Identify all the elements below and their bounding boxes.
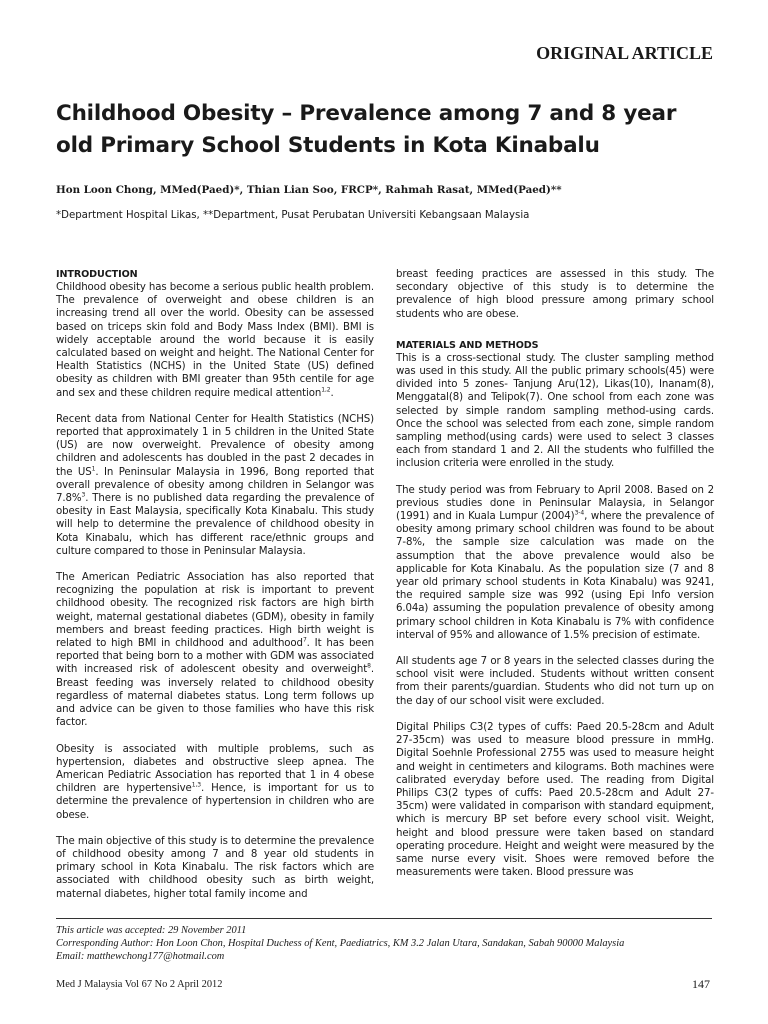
- journal-citation: Med J Malaysia Vol 67 No 2 April 2012: [56, 979, 223, 990]
- affiliations: *Department Hospital Likas, **Department, Pusat Perubatan Universiti Kebangsaan Malaysia: [56, 210, 530, 221]
- intro-paragraph-1: Childhood obesity has become a serious public health problem. The prevalence of overweight and obese children is an increasing trend all over the world. Obesity can be assessed based on triceps skin fold and Body Mass Index (BMI). BMI is widely acceptable around the world because it is easily calculated based on weight and height. The National Center for Health Statistics (NCHS) in the United State (US) defined obesity as children with BMI greater than 95th centile for age and sex and these children require medical attention$^{1,2}$.: [56, 282, 374, 399]
- page-number: 147: [692, 977, 710, 991]
- intro-continuation: breast feeding practices are assessed in this study. The secondary objective of this study is to determine the prevalence of high blood pressure among primary school students who are obese.: [396, 269, 714, 320]
- intro-paragraph-3: The American Pediatric Association has also reported that recognizing the population at risk is important to prevent childhood obesity. The recognized risk factors are high birth weight, maternal gestational diabetes (GDM), obesity in family members and breast feeding practices. High birth weight is related to high BMI in childhood and adulthood$^7$. It has been reported that being born to a mother with GDM was associated with increased risk of adolescent obesity and overweight$^8$. Breast feeding was inversely related to childhood obesity regardless of maternal diabetes status. Long term follows up and advice can be given to those families who have this risk factor.: [56, 572, 375, 729]
- author-list: Hon Loon Chong, MMed(Paed)*, Thian Lian Soo, FRCP*, Rahmah Rasat, MMed(Paed)**: [56, 184, 562, 196]
- intro-paragraph-4: Obesity is associated with multiple problems, such as hypertension, diabetes and obstructive sleep apnea. The American Pediatric Association has reported that 1 in 4 obese children are hypertensive$^{1,3}$. Hence, is important for us to determine the prevalence of hypertension in children who are obese.: [56, 743, 375, 821]
- footnotes: [56, 924, 716, 963]
- article-type-label: ORIGINAL ARTICLE: [536, 43, 713, 63]
- citation: 1,3: [191, 781, 201, 789]
- right-column: [396, 268, 714, 892]
- author-email: Email: matthewchong177@hotmail.com: [56, 951, 225, 962]
- methods-paragraph-3: All students age 7 or 8 years in the selected classes during the school visit were included. Students without written consent from their parents/guardian. Students who did not turn up on the day of our school visit were excluded.: [396, 656, 714, 707]
- intro-paragraph-2: Recent data from National Center for Health Statistics (NCHS) reported that approximately 1 in 5 children in the United State (US) are now overweight. Prevalence of obesity among children and adolescents has doubled in the past 2 decades in the $US^1$. In Peninsular Malaysia in 1996, Bong reported that overall prevalence of obesity among children in Selangor was 7.8%$^3$. There is no published data regarding the prevalence of obesity in East Malaysia, specifically Kota Kinabalu. This study will help to determine the prevalence of childhood obesity in Kota Kinabalu, which has different race/ethnic groups and culture compared to those in Peninsular Malaysia.: [56, 413, 375, 557]
- citation: 7: [302, 636, 307, 644]
- intro-paragraph-5: The main objective of this study is to determine the prevalence of childhood obesity among 7 and 8 year old students in primary school in Kota Kinabalu. The risk factors which are associated with childhood obesity such as birth weight, maternal diabetes, higher total family income and: [56, 835, 374, 900]
- footnote-divider: [56, 918, 712, 919]
- introduction-heading: INTRODUCTION: [56, 269, 138, 280]
- citation: 3: [81, 491, 86, 499]
- accepted-date: This article was accepted: 29 November 2011: [56, 925, 247, 936]
- article-title: Childhood Obesity – Prevalence among 7 and 8 year old Primary School Students in Kota Kinabalu: [56, 101, 677, 158]
- left-column: [56, 268, 374, 914]
- citation: 8: [367, 663, 371, 671]
- methods-paragraph-1: This is a cross-sectional study. The cluster sampling method was used in this study. All the public primary schools(45) were divided into 5 zones- Tanjung Aru(12), Likas(10), Inanam(8), Menggatal(8) and Telipok(7). One school from each zone was selected by simple random sampling method-using cards. Once the school was selected from each zone, simple random sampling method(using cards) were used to select 3 classes each from standard 1 and 2. All the students who fulfilled the inclusion criteria were enrolled in the study.: [396, 352, 714, 470]
- methods-paragraph-2: The study period was from February to April 2008. Based on 2 previous studies done in Peninsular Malaysia, in Selangor (1991) and in Kuala Lumpur $(2004)^{3-4}$, where the prevalence of obesity among primary school children was found to be about 7-8%, the sample size calculation was made on the assumption that the above prevalence would also be applicable for Kota Kinabalu. As the population size (7 and 8 year old primary school students in Kota Kinabalu) was 9241, the required sample size was 992 (using Epi Info version 6.04a) assuming the population prevalence of obesity among primary school children in Kota Kinabalu is 7% with confidence interval of 95% and allowance of 1.5% precision of estimate.: [396, 484, 714, 641]
- citation: 1: [91, 465, 96, 473]
- methods-paragraph-4: Digital Philips C3(2 types of cuffs: Paed 20.5-28cm and Adult 27-35cm) was used to measure blood pressure in mmHg. Digital Soehnle Professional 2755 was used to measure height and weight in centimeters and kilograms. Both machines were calibrated everyday before used. The reading from Digital Philips C3(2 types of cuffs: Paed 20.5-28cm and Adult 27-35cm) were validated in comparison with standard equipment, which is mercury BP set before every school visit. Weight, height and blood pressure were taken based on standard operating procedure. Height and weight were measured by the same nurse every visit. Shoes were removed before the measurements were taken. Blood pressure was: [396, 721, 714, 879]
- citation: 3-4: [574, 509, 585, 517]
- methods-heading: MATERIALS AND METHODS: [396, 339, 539, 351]
- citation: 1,2: [321, 386, 331, 394]
- corresponding-author: Corresponding Author: Hon Loon Chon, Hospital Duchess of Kent, Paediatrics, KM 3.2 Jalan Utara, Sandakan, Sabah 90000 Malaysia: [56, 938, 625, 949]
